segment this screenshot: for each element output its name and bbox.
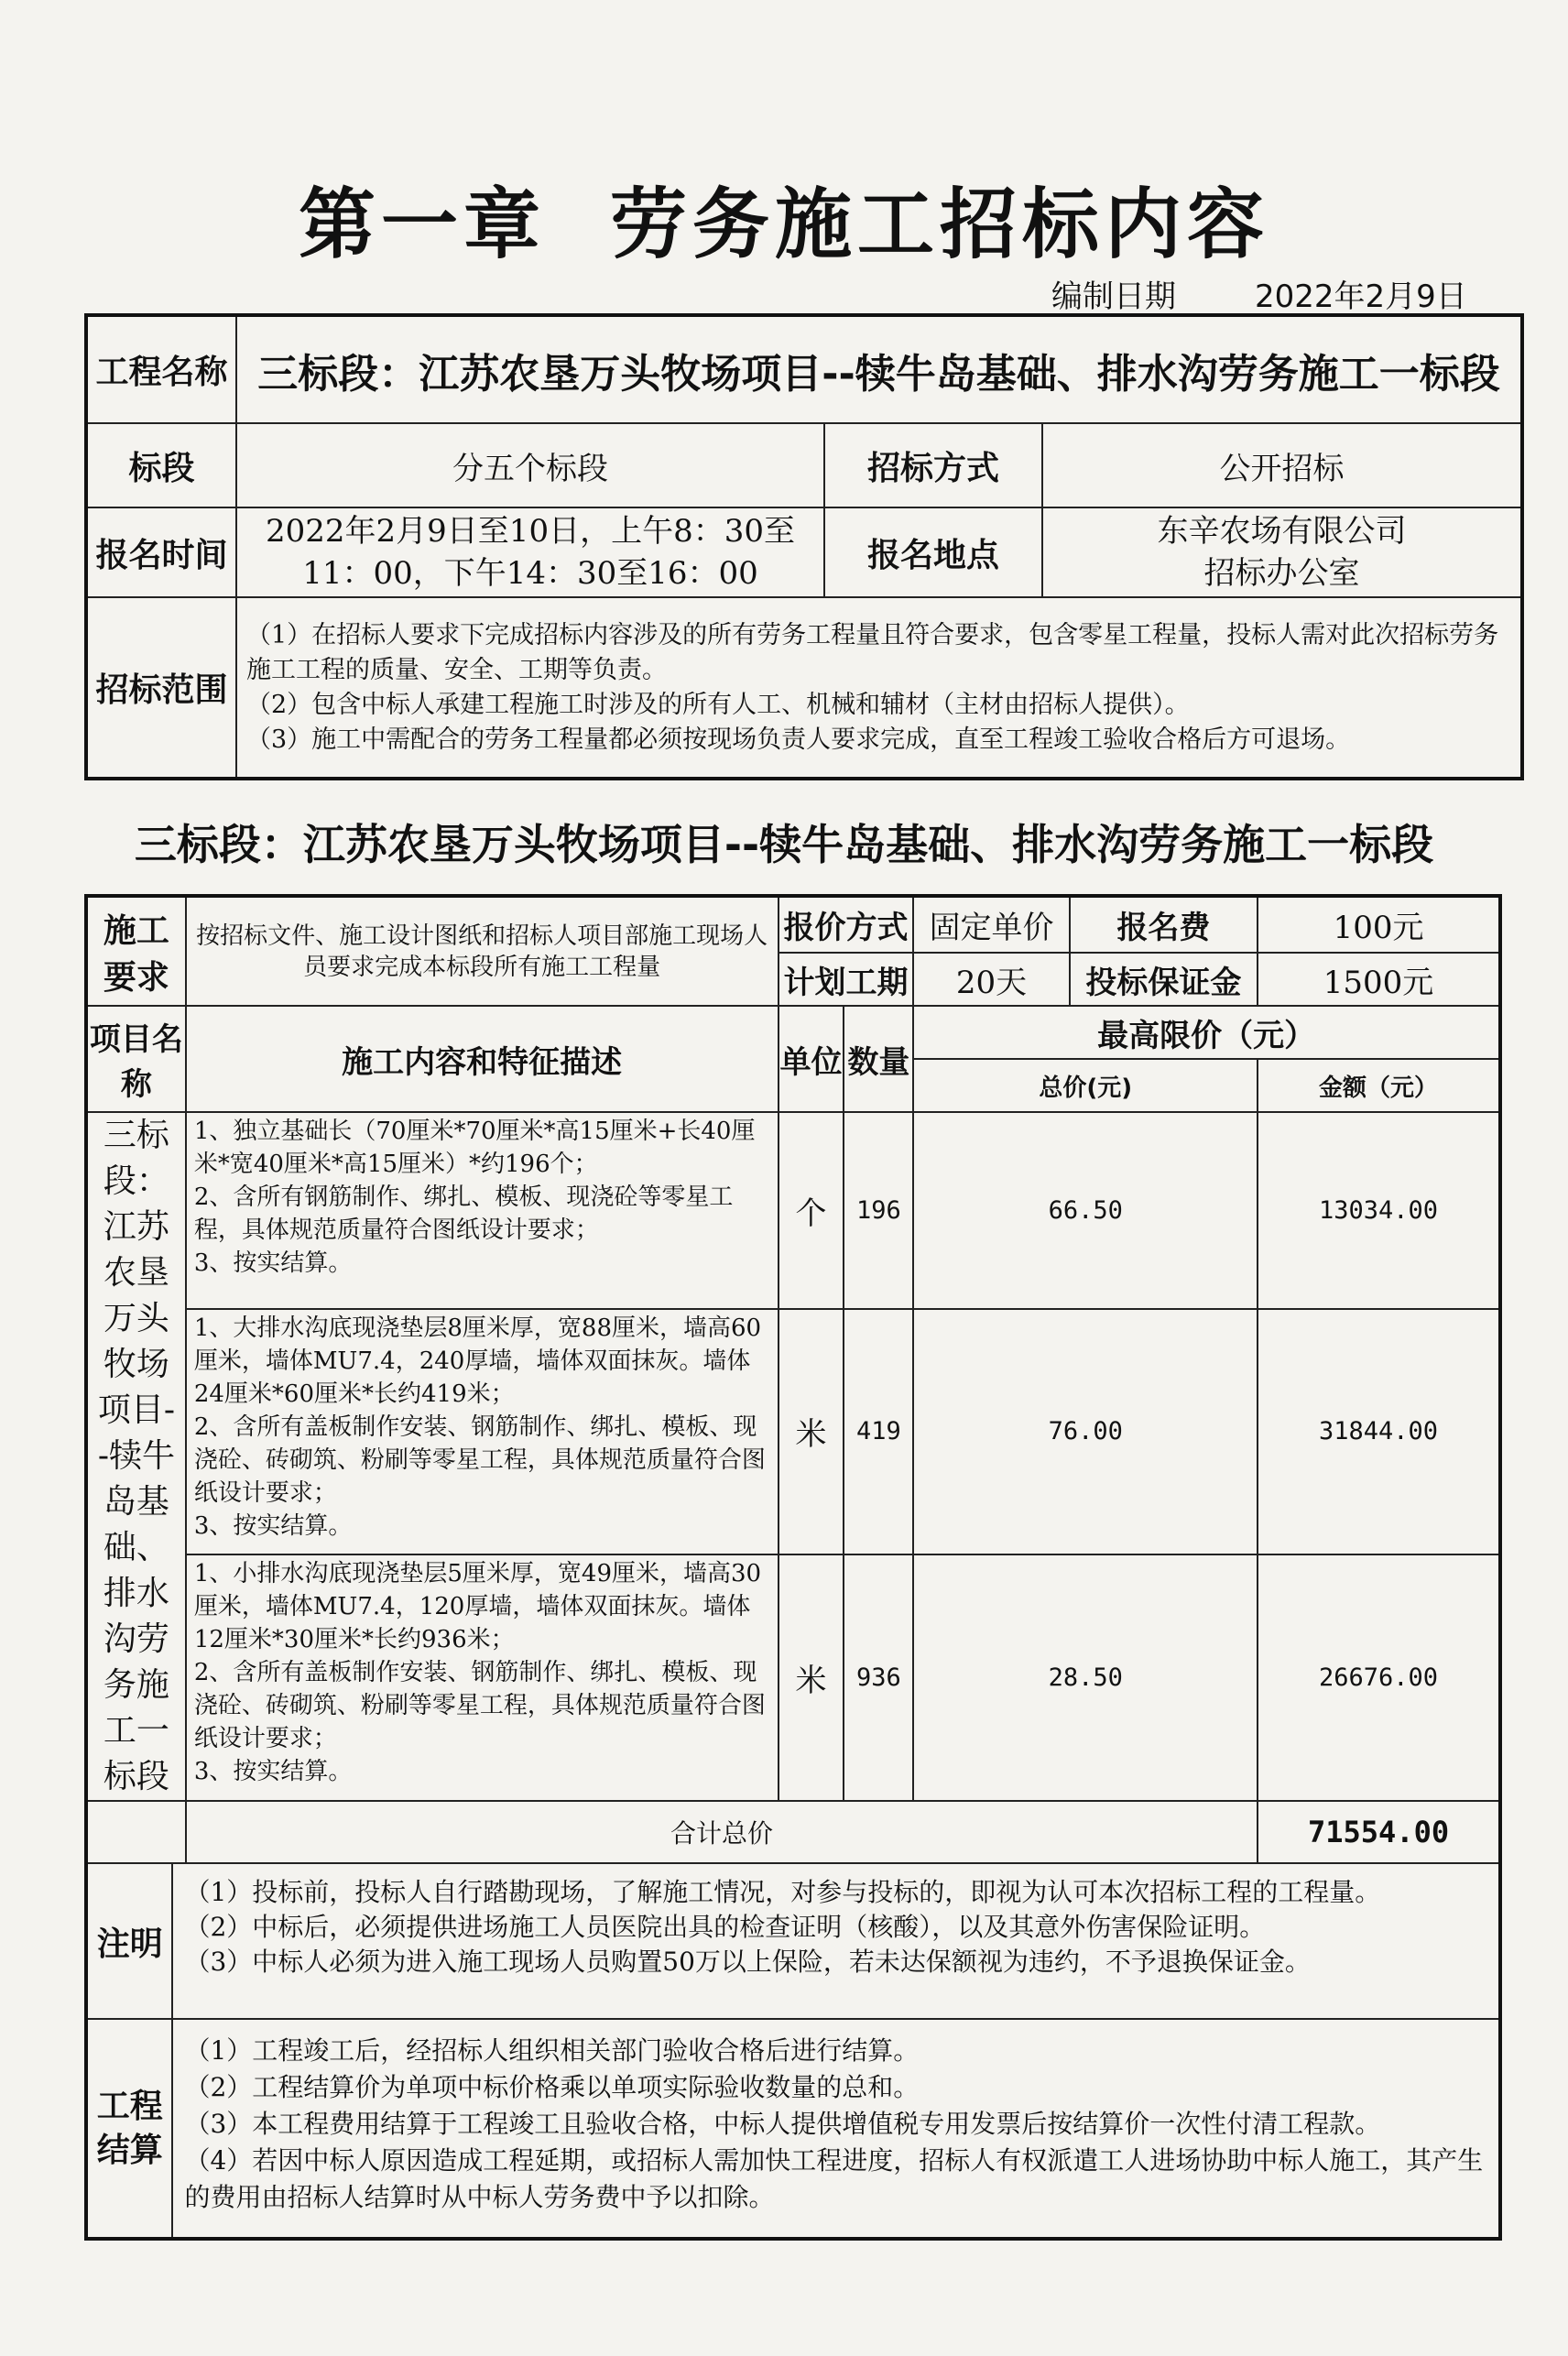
desc-line: 1、大排水沟底现浇垫层8厘米厚，宽88厘米，墙高60厘米，墙体MU7.4，240厚墙，墙体双面抹灰。墙体24厘米*60厘米*长约419米； — [193, 1314, 762, 1408]
item-price: 76.00 — [913, 1309, 1258, 1555]
desc-line: 2、含所有盖板制作安装、钢筋制作、绑扎、模板、现浇砼、砖砌筑、粉刷等零星工程，具体规范质量符合图纸设计要求； — [193, 1413, 766, 1507]
header-max-price: 最高限价（元） — [913, 1006, 1500, 1059]
project-label: 工程名称 — [86, 315, 236, 423]
requirements-label: 施工要求 — [86, 896, 186, 1006]
settlement-label-line2: 结算 — [96, 2131, 163, 2169]
compile-date-value: 2022年2月9日 — [1255, 278, 1467, 315]
desc-line: 1、小排水沟底现浇垫层5厘米厚，宽49厘米，墙高30厘米，墙体MU7.4，120厚墙，墙体双面抹灰。墙体12厘米*30厘米*长约936米； — [193, 1560, 762, 1654]
desc-line: 3、按实结算。 — [193, 1758, 353, 1786]
chapter-name: 劳务施工招标内容 — [610, 179, 1270, 269]
header-unit: 单位 — [779, 1006, 844, 1112]
item-description — [186, 1554, 779, 1801]
period-value: 20天 — [913, 953, 1069, 1006]
reg-place-line1: 东辛农场有限公司 — [1157, 513, 1407, 550]
project-name-cell: 三标段：江苏农垦万头牧场项目--犊牛岛基础、排水沟劳务施工一标段 — [86, 1112, 186, 1801]
quote-method-value: 固定单价 — [913, 896, 1069, 953]
desc-line: 2、含所有盖板制作安装、钢筋制作、绑扎、模板、现浇砼、砖砌筑、粉刷等零星工程，具体规范质量符合图纸设计要求； — [193, 1659, 766, 1753]
scope-item: （3）施工中需配合的劳务工程量都必须按现场负责人要求完成，直至工程竣工验收合格后方可退场。 — [246, 725, 1351, 754]
settlement-item: （3）本工程费用结算于工程竣工且验收合格，中标人提供增值税专用发票后按结算价一次性付清工程款。 — [184, 2109, 1381, 2139]
period-label: 计划工期 — [779, 953, 914, 1006]
compile-date — [1051, 271, 1467, 316]
registration-row — [86, 507, 1522, 597]
project-row — [86, 315, 1522, 423]
reg-place-value — [1042, 507, 1522, 597]
notes-label: 注明 — [86, 1863, 172, 2019]
bid-method-label: 招标方式 — [824, 423, 1042, 507]
section-heading: 三标段：江苏农垦万头牧场项目--犊牛岛基础、排水沟劳务施工一标段 — [134, 820, 1434, 869]
reg-place-line2: 招标办公室 — [1203, 555, 1360, 592]
item-qty: 196 — [844, 1112, 913, 1309]
notes-list — [172, 1863, 1500, 2019]
notes-row — [86, 1863, 1500, 2019]
settlement-label — [86, 2019, 172, 2239]
table-row — [86, 1112, 1500, 1309]
item-description — [186, 1309, 779, 1555]
reg-place-label: 报名地点 — [824, 507, 1042, 597]
scope-item: （2）包含中标人承建工程施工时涉及的所有人工、机械和辅材（主材由招标人提供）。 — [246, 690, 1190, 719]
project-value: 三标段：江苏农垦万头牧场项目--犊牛岛基础、排水沟劳务施工一标段 — [236, 315, 1522, 423]
settlement-item: （2）工程结算价为单项中标价格乘以单项实际验收数量的总和。 — [184, 2072, 920, 2102]
item-unit: 个 — [779, 1112, 844, 1309]
settlement-list — [172, 2019, 1500, 2239]
header-unit-total: 总价(元) — [913, 1059, 1258, 1112]
note-item: （2）中标后，必须提供进场施工人员医院出具的检查证明（核酸），以及其意外伤害保险证明。 — [184, 1912, 1266, 1942]
header-content: 施工内容和特征描述 — [186, 1006, 779, 1112]
total-spacer — [86, 1801, 186, 1863]
quote-method-label: 报价方式 — [779, 896, 914, 953]
item-amount: 26676.00 — [1258, 1554, 1500, 1801]
scope-list — [236, 597, 1522, 779]
section-row — [86, 423, 1522, 507]
settlement-row — [86, 2019, 1500, 2239]
scope-row — [86, 597, 1522, 779]
item-amount: 13034.00 — [1258, 1112, 1500, 1309]
item-amount: 31844.00 — [1258, 1309, 1500, 1555]
header-amount: 金额（元） — [1258, 1059, 1500, 1112]
settlement-label-line1: 工程 — [96, 2087, 163, 2125]
section-value: 分五个标段 — [236, 423, 824, 507]
item-description — [186, 1112, 779, 1309]
item-unit: 米 — [779, 1309, 844, 1555]
settlement-item: （1）工程竣工后，经招标人组织相关部门验收合格后进行结算。 — [184, 2035, 920, 2066]
note-item: （3）中标人必须为进入施工现场人员购置50万以上保险，若未达保额视为违约，不予退换保证金。 — [184, 1947, 1311, 1977]
desc-line: 1、独立基础长（70厘米*70厘米*高15厘米+长40厘米*宽40厘米*高15厘米）*约196个； — [193, 1118, 756, 1178]
reg-fee-label: 报名费 — [1070, 896, 1258, 953]
desc-line: 3、按实结算。 — [193, 1249, 353, 1277]
compile-date-label: 编制日期 — [1051, 278, 1176, 315]
table-row — [86, 1554, 1500, 1801]
scope-item: （1）在招标人要求下完成招标内容涉及的所有劳务工程量且符合要求，包含零星工程量，投标人需对此次招标劳务施工工程的质量、安全、工期等负责。 — [246, 620, 1499, 684]
requirements-text: 按招标文件、施工设计图纸和招标人项目部施工现场人员要求完成本标段所有施工工程量 — [186, 896, 779, 1006]
reg-time-label: 报名时间 — [86, 507, 236, 597]
desc-line: 3、按实结算。 — [193, 1511, 353, 1540]
note-item: （1）投标前，投标人自行踏勘现场，了解施工情况，对参与投标的，即视为认可本次招标工程的工程量。 — [184, 1877, 1381, 1907]
bid-method-value: 公开招标 — [1042, 423, 1522, 507]
item-qty: 419 — [844, 1309, 913, 1555]
total-label: 合计总价 — [186, 1801, 1258, 1863]
header-project: 项目名称 — [86, 1006, 186, 1112]
header-row-1 — [86, 1006, 1500, 1059]
section-label: 标段 — [86, 423, 236, 507]
item-price: 66.50 — [913, 1112, 1258, 1309]
tender-table — [84, 894, 1502, 2241]
deposit-value: 1500元 — [1258, 953, 1500, 1006]
scope-label: 招标范围 — [86, 597, 236, 779]
chapter-number: 第一章 — [298, 179, 546, 269]
total-value: 71554.00 — [1258, 1801, 1500, 1863]
reg-time-value: 2022年2月9日至10日，上午8：30至11：00，下午14：30至16：00 — [236, 507, 824, 597]
page-title — [0, 163, 1568, 274]
total-row — [86, 1801, 1500, 1863]
summary-table — [84, 313, 1524, 780]
table-row — [86, 1309, 1500, 1555]
deposit-label: 投标保证金 — [1070, 953, 1258, 1006]
requirements-row-1 — [86, 896, 1500, 953]
item-unit: 米 — [779, 1554, 844, 1801]
header-qty: 数量 — [844, 1006, 913, 1112]
desc-line: 2、含所有钢筋制作、绑扎、模板、现浇砼等零星工程，具体规范质量符合图纸设计要求； — [193, 1183, 734, 1244]
reg-fee-value: 100元 — [1258, 896, 1500, 953]
item-price: 28.50 — [913, 1554, 1258, 1801]
settlement-item: （4）若因中标人原因造成工程延期，或招标人需加快工程进度，招标人有权派遣工人进场协助中标人施工，其产生的费用由招标人结算时从中标人劳务费中予以扣除。 — [184, 2145, 1484, 2212]
item-qty: 936 — [844, 1554, 913, 1801]
